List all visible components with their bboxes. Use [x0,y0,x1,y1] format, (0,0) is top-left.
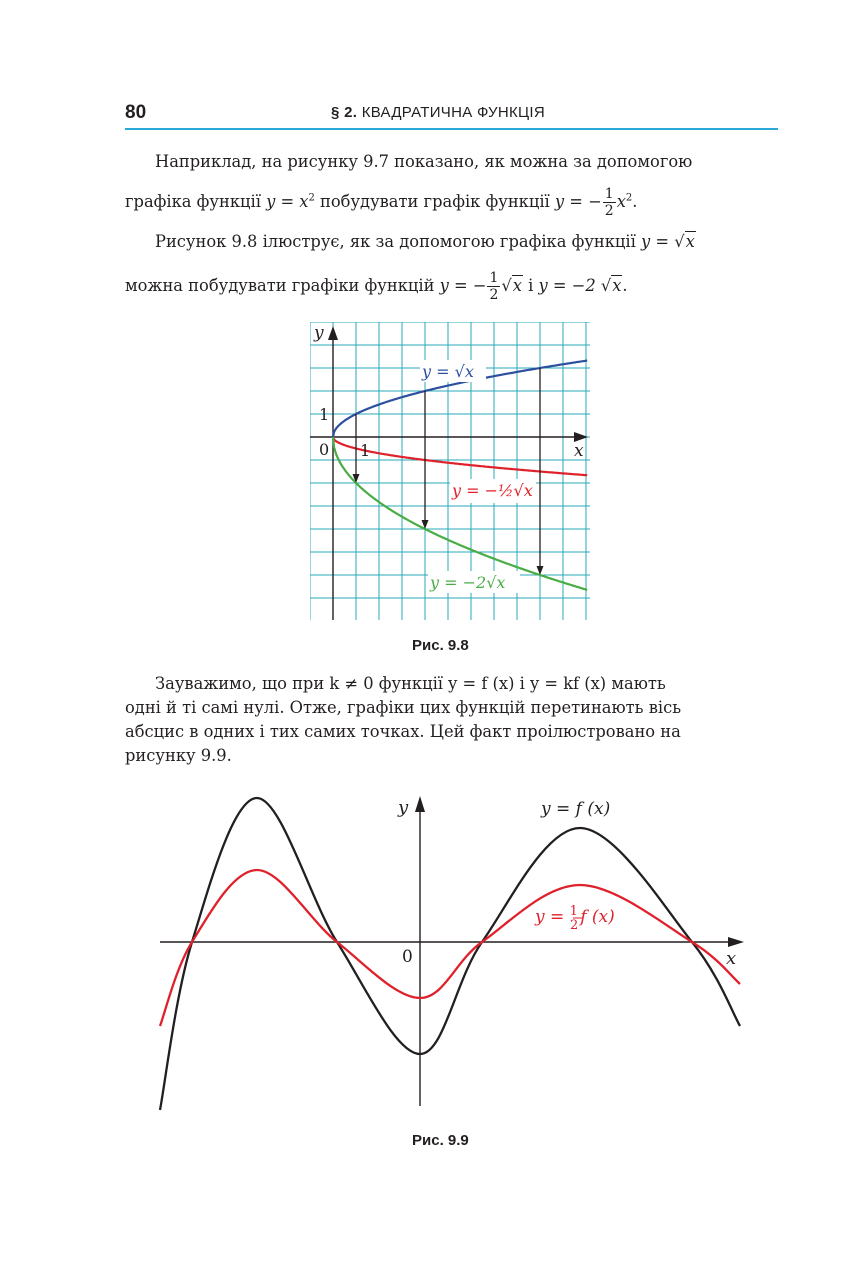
figure-9-8 [310,322,590,620]
p1-eq1: y = x [266,192,309,211]
label-neg-half-sqrt-x: y = −½√x [452,481,533,500]
p1-text: графіка функції [125,192,267,211]
x-axis-arrow [728,937,744,947]
tick-label-y-1: 1 [319,405,330,424]
paragraph3-line3: абсцис в одних і тих самих точках. Цей факт проілюстровано на [125,722,681,741]
axis-label-y: y [314,323,324,343]
p2-radicand2: x [612,276,622,295]
p2-conj: і [522,276,539,295]
p2-eq1-pre: y = − [439,276,487,295]
tick-label-x-1: 1 [360,441,371,460]
p2-frac-num: 1 [489,270,499,286]
p1-eq2-post: x [616,192,626,211]
page-number: 80 [125,102,147,123]
section-name: КВАДРАТИЧНА ФУНКЦІЯ [361,104,546,121]
p2-radicand1: x [512,276,522,295]
p2-text1: Рисунок 9.8 ілюструє, як за допомогою графіка функції [155,232,641,251]
label-sqrt-x: y = √x [422,362,474,381]
label-half-post: f (x) [580,907,615,927]
header-rule [125,128,778,130]
p2-frac-den: 2 [489,287,499,303]
section-mark: § 2. [331,104,358,121]
p1-frac-den: 2 [604,203,614,219]
figure-9-9 [150,788,750,1118]
paragraph1-line2 [125,186,637,219]
y-axis-arrow [415,796,425,812]
label-half-den: 2 [569,918,579,933]
axis-label-x: x [726,948,737,969]
paragraph3-line1: Зауважимо, що при k ≠ 0 функції y = f (x) і y = kf (x) мають [155,674,666,693]
y-axis-arrow [328,326,338,340]
caption-9-8: Рис. 9.8 [412,637,469,654]
p2-text2: можна побудувати графіки функцій [125,276,440,295]
p2-radicand: x [685,232,695,251]
p2-eq-sqrt: y = √ [641,232,685,251]
p1-frac-num: 1 [604,186,614,202]
origin-label: 0 [319,440,330,459]
paragraph3-line2: одні й ті самі нулі. Отже, графіки цих функцій перетинають вісь [125,698,682,717]
p2-fraction [487,270,500,303]
p1-end: . [632,192,638,211]
p2-eq1-post: √ [501,276,512,295]
p2-eq2: y = −2 √ [538,276,612,295]
axis-label-y: y [398,797,409,818]
p1-exp: 2 [308,192,315,204]
label-half-num: 1 [569,904,578,919]
p2-end: . [622,276,628,295]
curve-neg-half-sqrt-x [333,437,587,475]
page-header [125,100,778,130]
paragraph2-line2 [125,270,628,303]
label-half-pre: y = [535,907,570,927]
p1-mid: побудувати графік функції [314,192,555,211]
origin-label: 0 [402,947,413,967]
section-title [331,104,545,121]
paragraph1-line1: Наприклад, на рисунку 9.7 показано, як можна за допомогою [155,152,693,171]
p1-eq2-pre: y = − [554,192,602,211]
p1-exp2: 2 [625,192,633,204]
curve-f-x [160,798,740,1110]
caption-9-9: Рис. 9.9 [412,1132,469,1149]
curve-half-f-x [160,870,740,1026]
axis-label-x: x [574,441,584,461]
paragraph3-line4: рисунку 9.9. [125,746,232,765]
label-f-x: y = f (x) [541,799,611,819]
paragraph2-line1 [155,232,696,251]
label-neg-two-sqrt-x: y = −2√x [430,573,506,592]
p1-fraction [603,186,616,219]
